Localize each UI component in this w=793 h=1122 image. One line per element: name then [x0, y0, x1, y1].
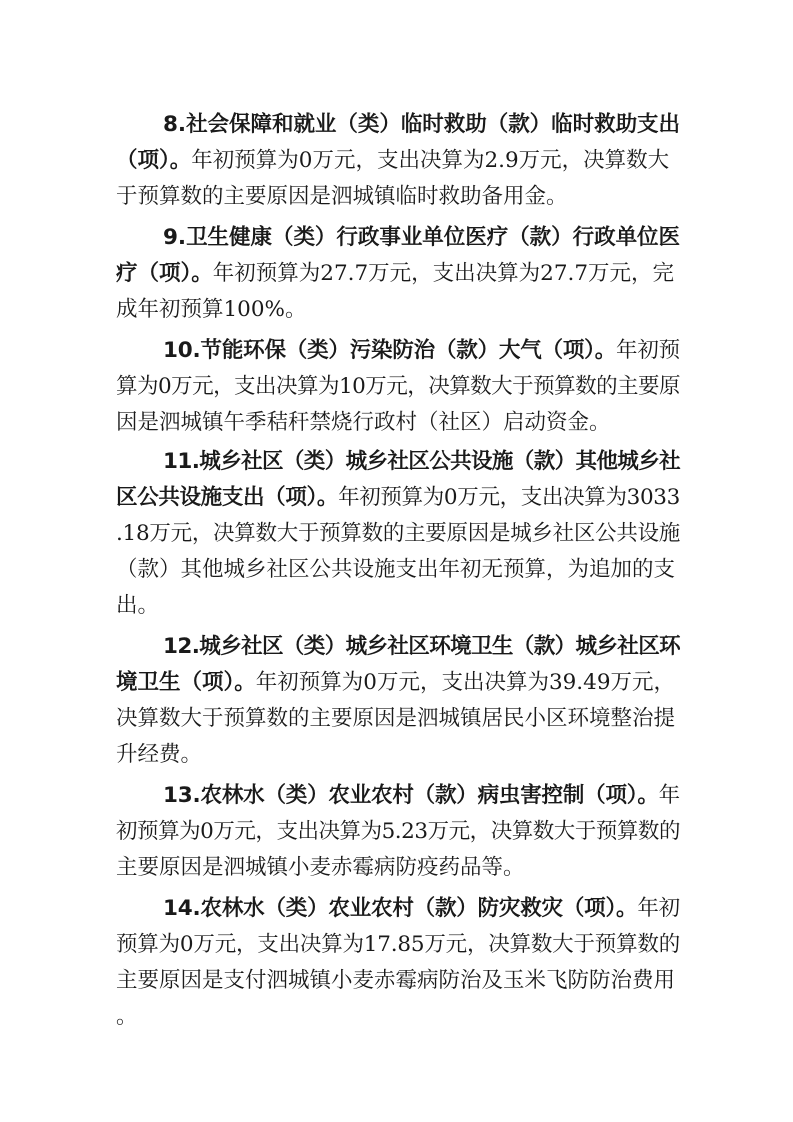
item-heading: 疗（项）。	[116, 261, 213, 286]
paragraph-11-line-4	[0, 552, 793, 588]
paragraph-12-line-1	[0, 629, 793, 665]
paragraph-13-line-1	[0, 778, 793, 814]
item-heading: 境卫生（项）。	[116, 670, 256, 695]
paragraph-8-line-2	[0, 143, 793, 179]
paragraph-13-line-2	[0, 814, 793, 850]
paragraph-12-line-3	[0, 701, 793, 737]
body-text: 年初预	[616, 338, 680, 363]
body-text: 成年初预算100%。	[116, 297, 307, 322]
body-text: 主要原因是泗城镇小麦赤霉病防疫药品等。	[116, 855, 525, 880]
body-text: 年初	[637, 896, 680, 921]
body-text: 预算为0万元，支出决算为17.85万元，决算数大于预算数的	[116, 932, 680, 957]
body-text: 年初预算为0万元，支出决算为2.9万元，决算数大	[191, 148, 670, 173]
paragraph-10-line-2	[0, 369, 793, 405]
item-heading: 13.农林水（类）农业农村（款）病虫害控制（项）。	[163, 783, 659, 808]
item-heading: （项）。	[116, 148, 192, 173]
paragraph-13-line-3	[0, 850, 793, 886]
item-heading: 区公共设施支出（项）。	[116, 485, 339, 510]
body-text: 决算数大于预算数的主要原因是泗城镇居民小区环境整治提	[116, 706, 676, 731]
body-text: 因是泗城镇午季秸秆禁烧行政村（社区）启动资金。	[116, 410, 611, 435]
item-heading: 11.城乡社区（类）城乡社区公共设施（款）其他城乡社	[163, 449, 680, 474]
body-text: 年初预算为27.7万元，支出决算为27.7万元，完	[212, 261, 675, 286]
paragraph-8-line-3	[0, 179, 793, 215]
body-text: 年初预算为0万元，支出决算为39.49万元，	[255, 670, 675, 695]
paragraph-12-line-4	[0, 737, 793, 773]
paragraph-9-line-1	[0, 220, 793, 256]
body-text: 主要原因是支付泗城镇小麦赤霉病防治及玉米飞防防治费用	[116, 968, 676, 993]
body-text: 算为0万元，支出决算为10万元，决算数大于预算数的主要原	[116, 374, 680, 399]
paragraph-11-line-3	[0, 516, 793, 552]
paragraph-11-line-5	[0, 588, 793, 624]
body-text: 升经费。	[116, 742, 203, 767]
body-text: .18万元，决算数大于预算数的主要原因是城乡社区公共设施	[116, 521, 680, 546]
paragraph-9-line-2	[0, 256, 793, 292]
paragraph-11-line-2	[0, 480, 793, 516]
item-heading: 9.卫生健康（类）行政事业单位医疗（款）行政单位医	[163, 225, 680, 250]
paragraph-14-line-2	[0, 927, 793, 963]
item-heading: 8.社会保障和就业（类）临时救助（款）临时救助支出	[163, 112, 680, 137]
paragraph-12-line-2	[0, 665, 793, 701]
item-heading: 10.节能环保（类）污染防治（款）大气（项）。	[163, 338, 617, 363]
paragraph-14-line-3	[0, 963, 793, 999]
body-text: 初预算为0万元，支出决算为5.23万元，决算数大于预算数的	[116, 819, 680, 844]
item-heading: 12.城乡社区（类）城乡社区环境卫生（款）城乡社区环	[163, 634, 680, 659]
item-heading: 14.农林水（类）农业农村（款）防灾救灾（项）。	[163, 896, 638, 921]
body-text: 年	[658, 783, 680, 808]
body-text: 于预算数的主要原因是泗城镇临时救助备用金。	[116, 184, 568, 209]
paragraph-8-line-1	[0, 107, 793, 143]
paragraph-10-line-1	[0, 333, 793, 369]
body-text: 。	[116, 1004, 138, 1029]
body-text: 出。	[116, 593, 160, 618]
paragraph-11-line-1	[0, 444, 793, 480]
paragraph-9-line-3	[0, 292, 793, 328]
paragraph-14-line-4	[0, 999, 793, 1035]
body-text: 年初预算为0万元，支出决算为3033	[338, 485, 680, 510]
body-text: （款）其他城乡社区公共设施支出年初无预算，为追加的支	[116, 557, 676, 582]
paragraph-10-line-3	[0, 405, 793, 441]
paragraph-14-line-1	[0, 891, 793, 927]
